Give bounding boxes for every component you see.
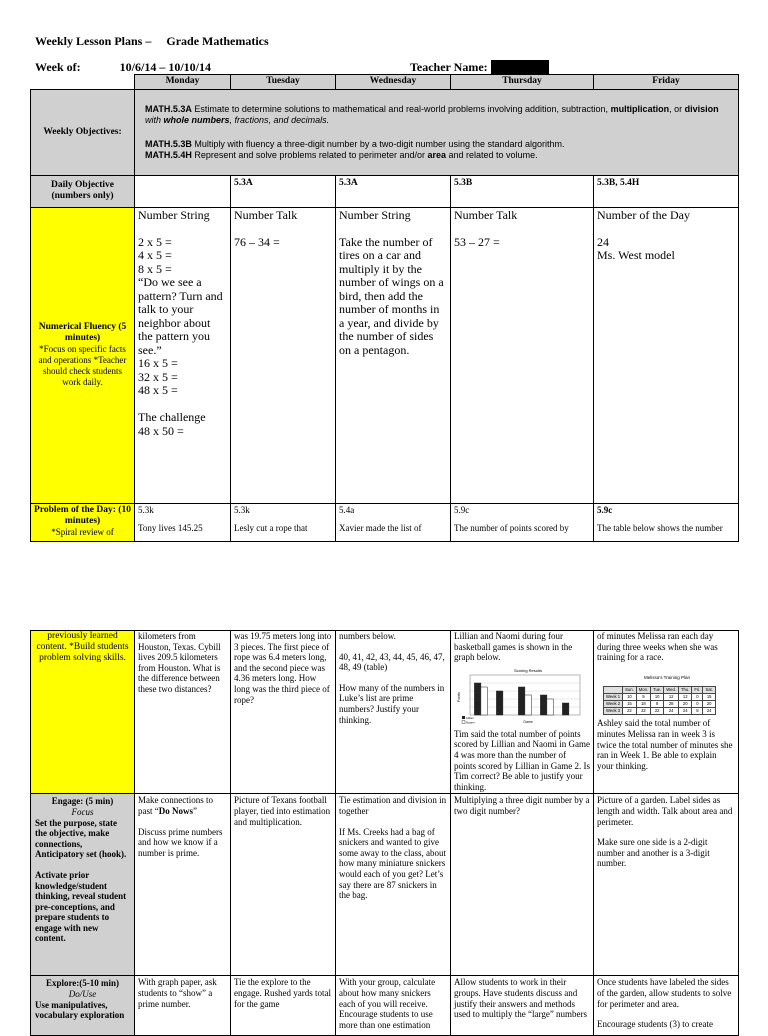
training-cell: 12 (664, 694, 679, 701)
training-cell: 24 (664, 708, 679, 715)
training-header-cell: Fri. (692, 687, 703, 694)
potd-friday: 5.9c The table below shows the number (594, 503, 739, 541)
daily-objective-tuesday: 5.3A (231, 175, 336, 207)
fluency-row (31, 207, 739, 503)
fluency-wednesday: Number String Take the number of tires on a car and multiply it by the number of wings on a bird, then add the number of months in a year, and divide by the number of sides on a pentagon. (336, 207, 451, 503)
daily-objective-thursday: 5.3B (451, 175, 594, 207)
training-header-cell (604, 687, 623, 694)
objectives-label: Weekly Objectives: (31, 89, 135, 175)
potd-friday-cont: of minutes Melissa ran each day during three weeks when she was training for a race. Melissa’s Training Plan Sun. Mon. Tue. Wed. Thu. Fri. Sat. Week 1 10 9 10 12 12 0 15 Week 2 15 18 8 28 20 0 20 Week 3 22 22 22 24 24 8 24 Ashley said the total number of minutes Melissa ran in week 3 is twice the total number of minutes she ran in Week 1. Be able to explain your thinking. (594, 631, 739, 794)
training-header-row (604, 687, 716, 694)
explore-friday: Once students have labeled the sides of the garden, allow students to solve for perimeter and area. Encourage students (3) to create (594, 976, 739, 1036)
scoring-results-chart (456, 665, 590, 727)
chart-bar-naomi (525, 695, 531, 715)
explore-wednesday: With your group, calculate about how many snickers each of you will receive. Encourage students to use more than one estimation (336, 976, 451, 1036)
training-cell: 28 (664, 701, 679, 708)
training-header-cell: Week 3 (604, 708, 623, 715)
day-tuesday: Tuesday (231, 75, 336, 90)
training-row (604, 694, 716, 701)
engage-thursday: Multiplying a three digit number by a two digit number? (451, 794, 594, 976)
chart-bar-naomi (481, 687, 487, 715)
training-cell: 24 (679, 708, 692, 715)
fluency-label: Numerical Fluency (5 minutes) *Focus on specific facts and operations *Teacher should check students work daily. (31, 207, 135, 503)
training-cell: 15 (703, 694, 715, 701)
training-header-cell: Mon. (636, 687, 650, 694)
fluency-thursday: Number Talk 53 – 27 = (451, 207, 594, 503)
training-cell: 0 (692, 694, 703, 701)
training-cell: 10 (651, 694, 664, 701)
engage-monday: Make connections to past “Do Nows” Discuss prime numbers and how we know if a number is prime. (135, 794, 231, 976)
chart-bar-lillian (474, 683, 480, 715)
fluency-friday: Number of the Day 24 Ms. West model (594, 207, 739, 503)
potd-monday: 5.3k Tony lives 145.25 (135, 503, 231, 541)
chart-bar-lillian (540, 695, 546, 715)
days-row (31, 75, 739, 90)
training-grid-table (603, 686, 716, 715)
training-cell: 15 (623, 701, 637, 708)
chart-xlabel: Game (523, 719, 533, 724)
training-cell: 8 (692, 708, 703, 715)
training-cell: 18 (636, 701, 650, 708)
daily-objective-row (31, 175, 739, 207)
chart-title: Scoring Results (513, 667, 543, 673)
daily-objective-label: Daily Objective (numbers only) (31, 175, 135, 207)
explore-row (31, 976, 739, 1036)
chart-ylabel: Points (457, 691, 461, 702)
explore-tuesday: Tie the explore to the engage. Rushed yards total for the game (231, 976, 336, 1036)
training-cell: 12 (679, 694, 692, 701)
training-plan-table (603, 686, 735, 715)
daily-objective-friday: 5.3B, 5.4H (594, 175, 739, 207)
fluency-tuesday: Number Talk 76 – 34 = (231, 207, 336, 503)
training-header-cell: Sat. (703, 687, 715, 694)
objectives-text: MATH.5.3A Estimate to determine solutions to mathematical and real-world problems involving addition, subtraction, multiplication, or division with whole numbers, fractions, and decimals. MATH.5.3B Multiply with fluency a three-digit number by a two-digit number using the standard algorithm. MATH.5.4H Represent and solve problems related to perimeter and/or area and related to volume. (135, 89, 739, 175)
chart-bar-lillian (562, 703, 568, 715)
engage-tuesday: Picture of Texans football player, tied into estimation and multiplication. (231, 794, 336, 976)
potd-tuesday-cont: was 19.75 meters long into 3 pieces. The first piece of rope was 6.4 meters long, and the second piece was 4.36 meters long. How long was the third piece of rope? (231, 631, 336, 794)
fluency-monday: Number String 2 x 5 = 4 x 5 = 8 x 5 = “Do we see a pattern? Turn and talk to your neighbor about the pattern you see.” 16 x 5 = 32 x 5 = 48 x 5 = The challenge 48 x 50 = (135, 207, 231, 503)
engage-label: Engage: (5 min) Focus Set the purpose, state the objective, make connections, Anticipatory set (hook). Activate prior knowledge/student thinking, reveal student pre-conceptions, and prepare students to engage with new content. (31, 794, 135, 976)
page-break (0, 548, 768, 596)
training-header-cell: Week 2 (604, 701, 623, 708)
engage-friday: Picture of a garden. Label sides as length and width. Talk about area and perimeter. Make sure one side is a 2-digit number and another is a 3-digit number. (594, 794, 739, 976)
day-monday: Monday (135, 75, 231, 90)
training-row (604, 701, 716, 708)
page-2 (0, 596, 768, 1030)
training-cell: 0 (692, 701, 703, 708)
training-cell: 10 (623, 694, 637, 701)
potd-monday-cont: kilometers from Houston, Texas. Cybill lives 209.5 kilometers from Houston. What is the difference between these two distances? (135, 631, 231, 794)
training-cell: 22 (623, 708, 637, 715)
training-header-cell: Tue. (651, 687, 664, 694)
lesson-table-page-1 (30, 74, 739, 542)
training-cell: 9 (636, 694, 650, 701)
potd-tuesday: 5.3k Lesly cut a rope that (231, 503, 336, 541)
legend-swatch-lillian (462, 716, 465, 719)
chart-bar-lillian (496, 691, 502, 715)
potd-label: Problem of the Day: (10 minutes) *Spiral review of (31, 503, 135, 541)
doc-title: Weekly Lesson Plans – Grade Mathematics (35, 34, 269, 48)
training-plan-title: Melissa’s Training Plan (644, 674, 690, 680)
chart-bar-naomi (547, 699, 553, 715)
chart-bar-lillian (518, 687, 524, 715)
engage-row (31, 794, 739, 976)
explore-monday: With graph paper, ask students to “show” a prime number. (135, 976, 231, 1036)
lesson-table-page-2 (30, 630, 739, 1036)
legend-swatch-naomi (462, 720, 465, 723)
training-cell: 22 (651, 708, 664, 715)
legend-lillian: Lillian (466, 715, 474, 720)
explore-label: Explore:(5-10 min) Do/Use Use manipulatives, vocabulary exploration (31, 976, 135, 1036)
training-cell: 24 (703, 708, 715, 715)
training-header-cell: Thu. (679, 687, 692, 694)
legend-naomi: Naomi (466, 720, 475, 725)
day-thursday: Thursday (451, 75, 594, 90)
daily-objective-monday (135, 175, 231, 207)
potd-row-cont (31, 631, 739, 794)
potd-thursday: 5.9c The number of points scored by (451, 503, 594, 541)
engage-wednesday: Tie estimation and division in together If Ms. Creeks had a bag of snickers and wanted to give some away to the class, about how many miniature snickers would each of you get? Let’s say there are 87 snickers in the bag. (336, 794, 451, 976)
redacted-name (491, 60, 549, 74)
week-of: Week of: 10/6/14 – 10/10/14 (35, 60, 211, 74)
training-cell: 20 (679, 701, 692, 708)
training-row (604, 708, 716, 715)
training-header-cell: Week 1 (604, 694, 623, 701)
training-header-cell: Sun. (623, 687, 637, 694)
daily-objective-wednesday: 5.3A (336, 175, 451, 207)
potd-thursday-cont: Lillian and Naomi during four basketball games is shown in the graph below. Scoring Results Points Game Lillian Naomi Tim said the total number of points scored by Lillian and Naomi in Game 4 was more than the number of points scored by Lillian in Game 2. Is Tim correct? Be able to justify your thinking. (451, 631, 594, 794)
teacher-name: Teacher Name: (410, 60, 549, 75)
potd-label-cont: previously learned content. *Build students problem solving skills. (31, 631, 135, 794)
training-cell: 20 (703, 701, 715, 708)
day-wednesday: Wednesday (336, 75, 451, 90)
training-header-cell: Wed. (664, 687, 679, 694)
explore-thursday: Allow students to work in their groups. Have students discuss and justify their answers and methods used to multiply the “large” numbers (451, 976, 594, 1036)
chart-legend (462, 716, 475, 725)
potd-wednesday-cont: numbers below. 40, 41, 42, 43, 44, 45, 46, 47, 48, 49 (table) How many of the numbers in Luke’s list are prime numbers? Justify your thinking. (336, 631, 451, 794)
potd-row-start (31, 503, 739, 541)
training-plan (603, 673, 735, 716)
training-cell: 22 (636, 708, 650, 715)
potd-wednesday: 5.4a Xavier made the list of (336, 503, 451, 541)
training-cell: 8 (651, 701, 664, 708)
objectives-row (31, 89, 739, 175)
day-friday: Friday (594, 75, 739, 90)
